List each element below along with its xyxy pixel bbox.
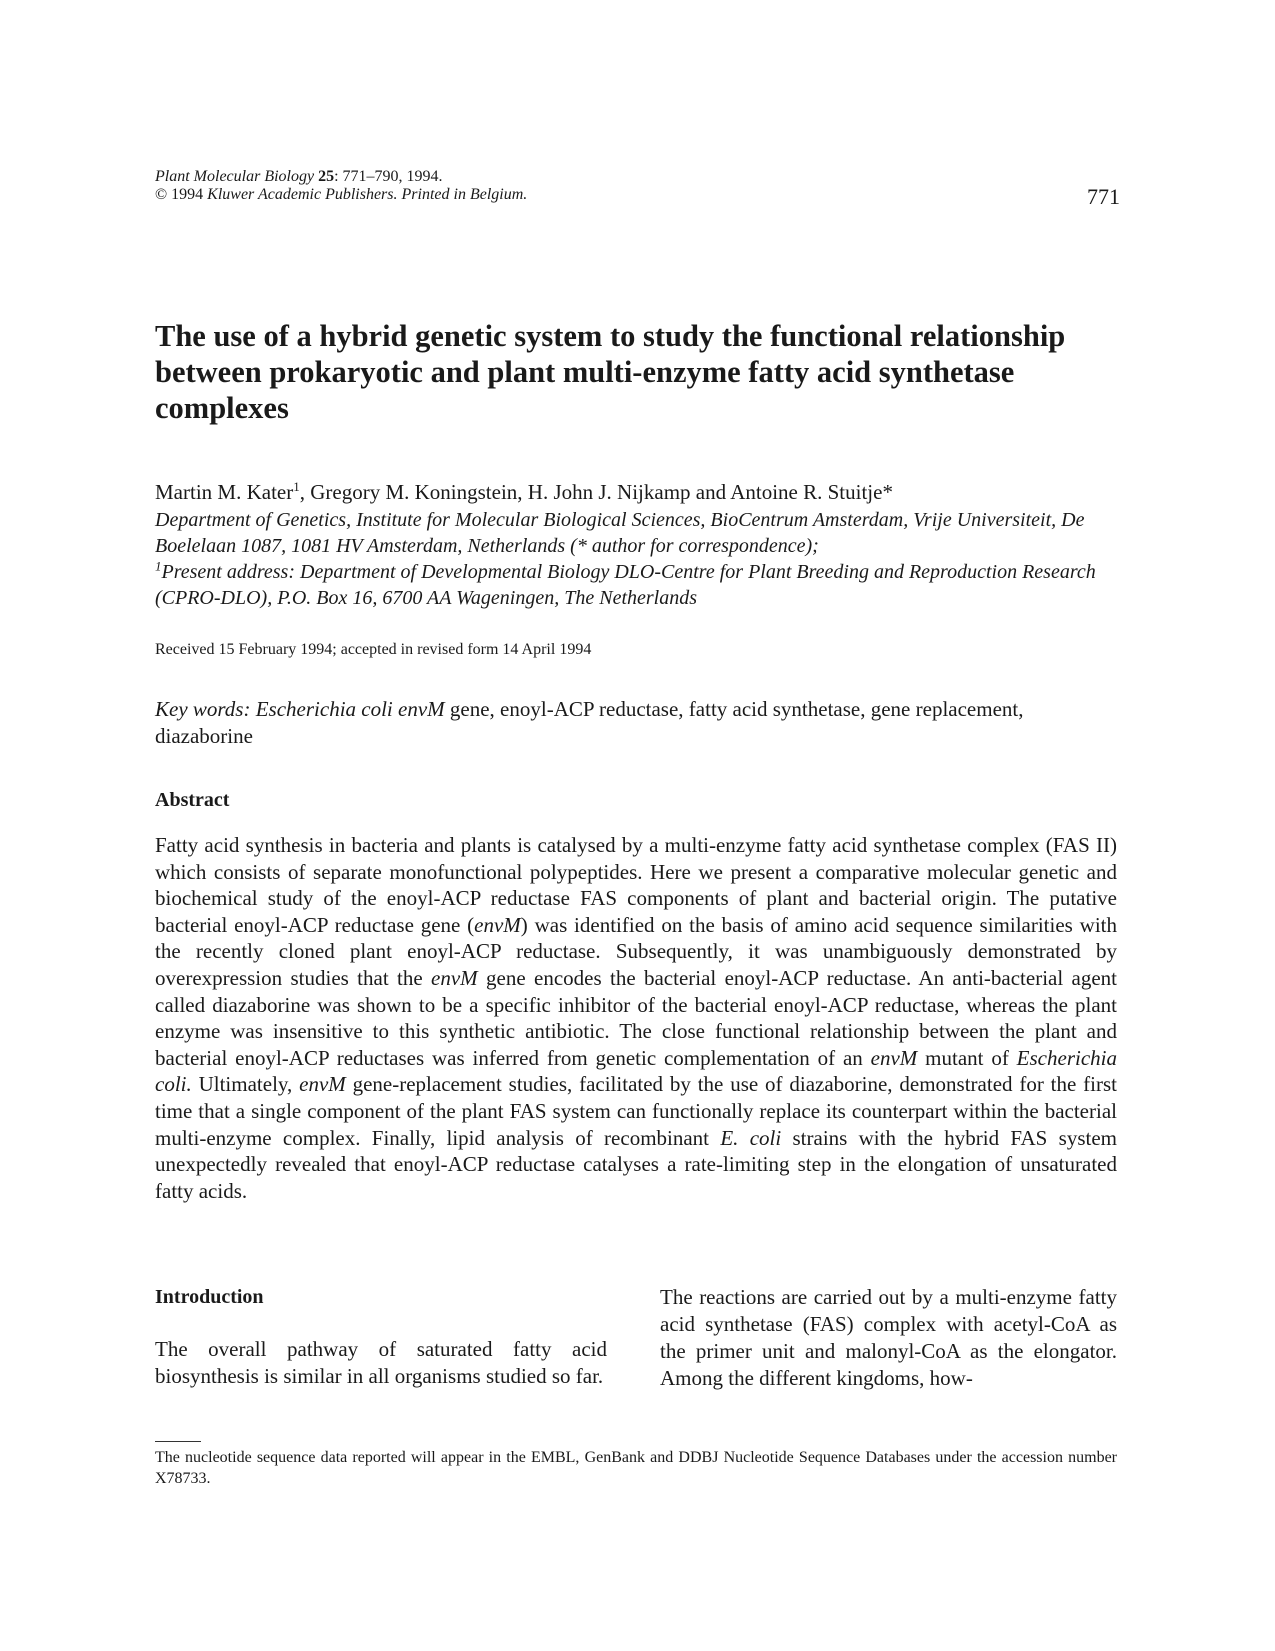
abstract-segment: gene encodes the bacterial enoyl-ACP reductase. An anti-bacterial agent called diazaborine was shown to be a specific inhibitor of the bacterial enoyl-ACP reductase, whereas the plant enzyme was insensitive to this synthetic antibiotic. The close functional relationship between the plant and bacterial enoyl-ACP reductases was inferred from genetic complementation of an bbox=[155, 965, 1118, 1070]
introduction-heading: Introduction bbox=[155, 1286, 264, 1308]
affiliation-main: Department of Genetics, Institute for Molecular Biological Sciences, BioCentrum Amsterdam, Vrije Universiteit, De Boelelaan 1087, 1081 HV Amsterdam, Netherlands (* author for correspondence); bbox=[155, 509, 1085, 557]
page-number: 771 bbox=[1087, 184, 1120, 209]
column-left bbox=[155, 1284, 607, 1390]
gene-name: envM bbox=[870, 1045, 918, 1070]
journal-pages: : 771–790, 1994. bbox=[334, 168, 443, 185]
keyword-gene: envM bbox=[398, 697, 445, 721]
journal-name: Plant Molecular Biology bbox=[155, 168, 315, 185]
abstract-segment: mutant of bbox=[917, 1045, 1017, 1070]
running-header bbox=[155, 168, 1120, 209]
copyright-year: 1994 bbox=[171, 186, 204, 203]
present-address-mark: 1 bbox=[155, 558, 162, 574]
abstract-segment: Ultimately, bbox=[191, 1072, 300, 1097]
introduction-right-text: The reactions are carried out by a multi-enzyme fatty acid synthetase (FAS) complex with acetyl-CoA as the primer unit and malonyl-CoA as the elongator. Among the different kingdoms, how- bbox=[660, 1285, 1117, 1390]
paper-title: The use of a hybrid genetic system to study the functional relationship between prokaryotic and plant multi-enzyme fatty acid synthetase complexes bbox=[155, 319, 1066, 425]
author-rest: , Gregory M. Koningstein, H. John J. Nijkamp and Antoine R. Stuitje* bbox=[299, 480, 893, 504]
affiliation-present bbox=[155, 559, 1135, 611]
keywords-rest: gene, enoyl-ACP reductase, fatty acid synthetase, gene replacement, diazaborine bbox=[155, 697, 1024, 748]
abstract-text bbox=[155, 832, 1117, 1204]
organism-name: Escherichia coli. bbox=[155, 1045, 1117, 1097]
gene-name: envM bbox=[474, 912, 521, 937]
affiliations bbox=[155, 507, 1135, 611]
gene-name: envM bbox=[431, 965, 478, 990]
keywords bbox=[155, 696, 1115, 750]
abstract-segment: Fatty acid synthesis in bacteria and plants is catalysed by a multi-enzyme fatty acid synthetase complex (FAS II) which consists of separate monofunctional polypeptides. Here we present a comparative molecular genetic and biochemical study of the enoyl-ACP reductase FAS components of plant and bacterial origin. The putative bacterial enoyl-ACP reductase gene ( bbox=[155, 833, 1117, 937]
abstract-segment: gene-replacement studies, facilitated by the use of diazaborine, demonstrated for the first time that a single component of the plant FAS system can functionally replace its counterpart within the bacterial multi-enzyme complex. Finally, lipid analysis of recombinant bbox=[155, 1072, 1117, 1150]
keywords-label: Key words: bbox=[155, 697, 251, 721]
copyright-line bbox=[155, 186, 1120, 204]
journal-citation bbox=[155, 168, 1120, 186]
publisher: Kluwer Academic Publishers. Printed in Belgium. bbox=[207, 186, 528, 203]
copyright-symbol: © bbox=[155, 186, 168, 203]
author-first: Martin M. Kater bbox=[155, 480, 294, 504]
journal-volume: 25 bbox=[318, 168, 335, 185]
introduction-left-text: The overall pathway of saturated fatty acid biosynthesis is similar in all organisms studied so far. bbox=[155, 1337, 607, 1388]
present-address: Present address: Department of Developmental Biology DLO-Centre for Plant Breeding and Reproduction Research (CPRO-DLO), P.O. Box 16, 6700 AA Wageningen, The Netherlands bbox=[155, 561, 1096, 609]
author-affiliation-mark: 1 bbox=[293, 479, 300, 494]
author-list bbox=[155, 479, 1115, 506]
abstract-segment: strains with the hybrid FAS system unexpectedly revealed that enoyl-ACP reductase catalyses a rate-limiting step in the elongation of unsaturated fatty acids. bbox=[155, 1125, 1117, 1203]
column-right bbox=[660, 1284, 1117, 1392]
footnote-rule bbox=[155, 1441, 201, 1442]
footnote: The nucleotide sequence data reported will appear in the EMBL, GenBank and DDBJ Nucleotide Sequence Databases under the accession number X78733. bbox=[155, 1449, 1117, 1487]
gene-name: envM bbox=[299, 1072, 346, 1097]
abstract-heading: Abstract bbox=[155, 789, 230, 811]
received-dates: Received 15 February 1994; accepted in revised form 14 April 1994 bbox=[155, 641, 592, 658]
abstract-segment: ) was identified on the basis of amino acid sequence similarities with the recently cloned plant enoyl-ACP reductase. Subsequently, it was unambiguously demonstrated by overexpression studies that the bbox=[155, 912, 1117, 990]
organism-name: E. coli bbox=[720, 1125, 782, 1150]
keyword-organism: Escherichia coli bbox=[255, 697, 393, 721]
